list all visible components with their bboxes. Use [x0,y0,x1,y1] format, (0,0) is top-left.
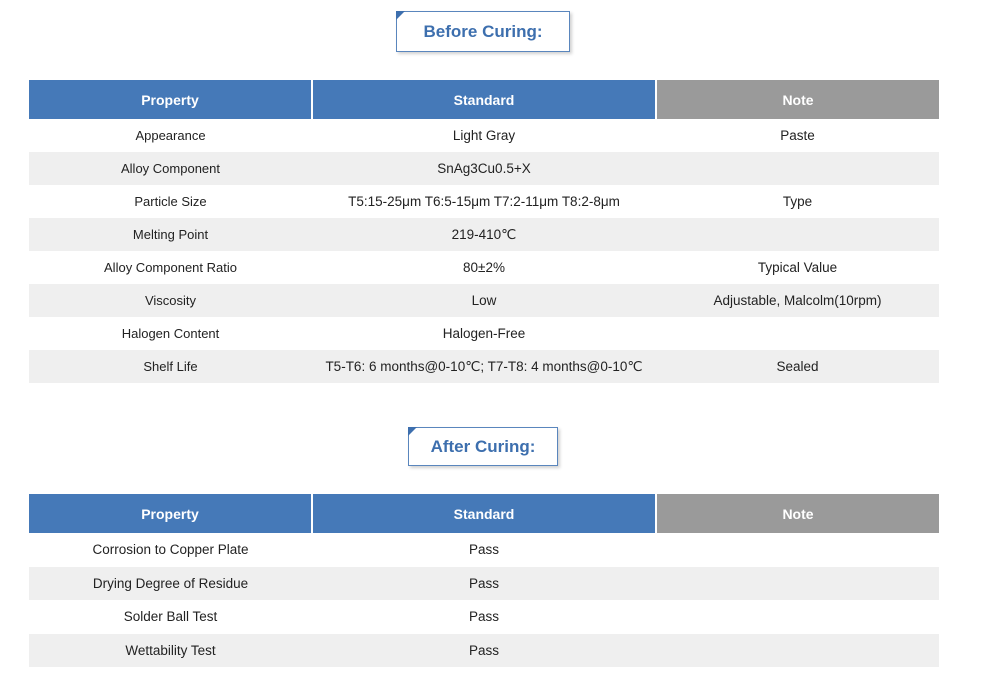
note-cell [656,218,939,251]
property-cell: Appearance [135,128,206,143]
note-cell [656,634,939,668]
table-row [29,284,939,317]
note-cell [656,152,939,185]
note-cell [656,533,939,567]
note-cell: Sealed [656,350,939,383]
property-cell: Alloy Component Ratio [104,260,237,275]
property-cell: Viscosity [29,284,312,317]
note-cell: Typical Value [757,260,838,275]
note-cell [656,600,939,634]
table-row [29,634,939,668]
standard-cell: Pass [468,609,499,625]
heading-corner-decoration [408,427,417,436]
before-curing-heading-text: Before Curing: [423,21,543,41]
column-header-note: Note [656,494,939,533]
after-curing-heading [408,427,558,466]
standard-cell: T5:15-25μm T6:5-15μm T7:2-11μm T8:2-8μm [348,194,620,209]
column-header-property: Property [29,80,312,119]
standard-cell: Halogen-Free [442,326,526,341]
before-curing-table [29,80,939,383]
note-cell: Paste [780,128,815,143]
table-row [29,600,939,634]
standard-cell: T5-T6: 6 months@0-10℃; T7-T8: 4 months@0-10℃ [312,350,656,383]
standard-cell: Low [312,284,656,317]
note-cell: Adjustable, Malcolm(10rpm) [656,284,939,317]
property-cell: Shelf Life [29,350,312,383]
table-row [29,251,939,284]
column-header-property: Property [29,494,312,533]
property-cell: Halogen Content [121,326,220,341]
table-header-row [29,80,939,119]
property-cell: Alloy Component [29,152,312,185]
standard-cell: Pass [312,567,656,601]
property-cell: Melting Point [29,218,312,251]
standard-cell: 219-410℃ [312,218,656,251]
table-row [29,218,939,251]
after-curing-heading-text: After Curing: [430,436,536,456]
standard-cell: SnAg3Cu0.5+X [312,152,656,185]
column-header-standard: Standard [312,80,656,119]
table-row [29,152,939,185]
column-header-note: Note [656,80,939,119]
standard-cell: Pass [312,634,656,668]
table-row [29,119,939,152]
heading-corner-decoration [396,11,405,20]
table-row [29,317,939,350]
standard-cell: Light Gray [452,128,516,143]
table-row [29,533,939,567]
property-cell: Drying Degree of Residue [29,567,312,601]
note-cell [656,567,939,601]
before-curing-heading [396,11,570,52]
property-cell: Solder Ball Test [123,609,218,625]
property-cell: Wettability Test [29,634,312,668]
table-row [29,350,939,383]
property-cell: Corrosion to Copper Plate [92,542,249,558]
table-header-row [29,494,939,533]
standard-cell: Pass [468,542,499,558]
after-curing-table [29,494,939,667]
standard-cell: 80±2% [463,260,505,275]
column-header-standard: Standard [312,494,656,533]
property-cell: Particle Size [134,194,207,209]
table-row [29,185,939,218]
table-row [29,567,939,601]
note-cell [656,317,939,350]
note-cell: Type [782,194,813,209]
